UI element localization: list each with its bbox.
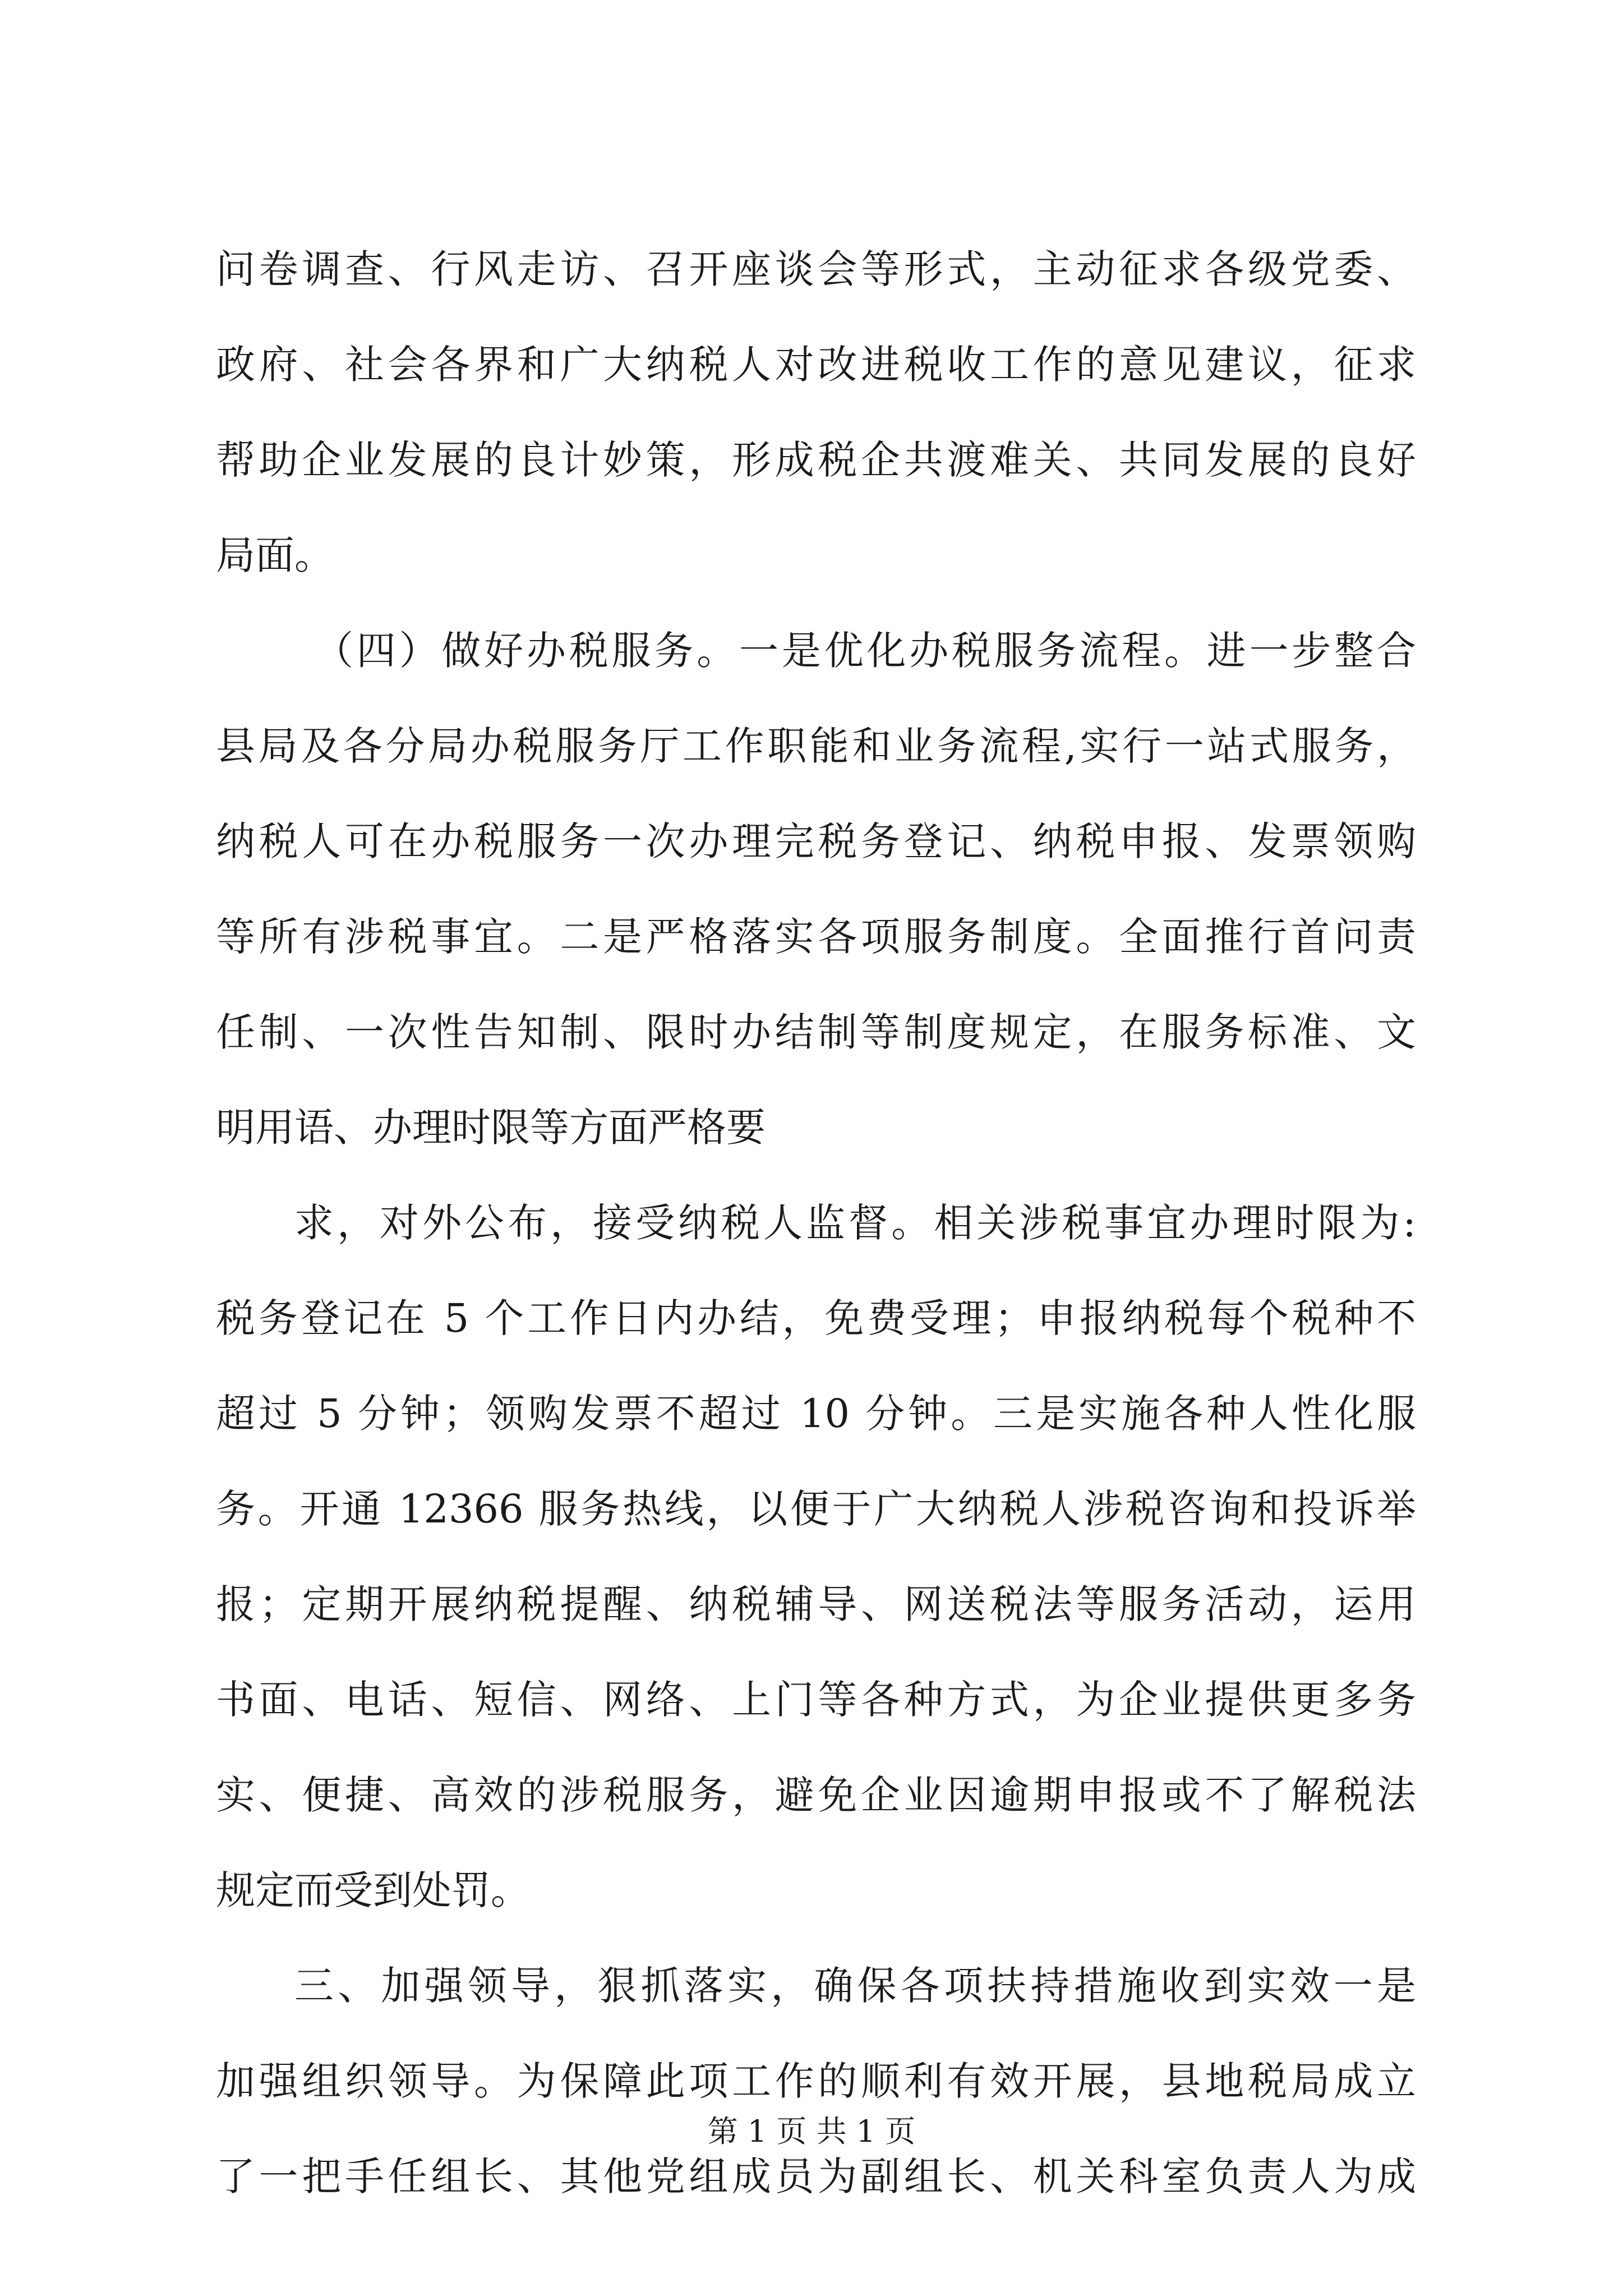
text-line: 实、便捷、高效的涉税服务，避免企业因逾期申报或不了解税法 <box>216 1772 1416 1818</box>
text-line: 明用语、办理时限等方面严格要 <box>216 1105 766 1151</box>
text-line: （四）做好办税服务。一是优化办税服务流程。进一步整合 <box>314 628 1416 674</box>
text-line: 书面、电话、短信、网络、上门等各种方式，为企业提供更多务 <box>216 1677 1416 1723</box>
page-footer: 第 1 页 共 1 页 <box>707 2114 916 2149</box>
text-line: 等所有涉税事宜。二是严格落实各项服务制度。全面推行首问责 <box>216 914 1416 960</box>
text-line: 任制、一次性告知制、限时办结制等制度规定，在服务标准、文 <box>216 1009 1416 1055</box>
text-line: 了一把手任组长、其他党组成员为副组长、机关科室负责人为成 <box>216 2154 1416 2200</box>
body-text <box>216 222 1416 2224</box>
text-line: 加强组织领导。为保障此项工作的顺利有效开展，县地税局成立 <box>216 2058 1416 2104</box>
text-line: 税务登记在 5 个工作日内办结，免费受理；申报纳税每个税种不 <box>216 1295 1416 1341</box>
text-line: 政府、社会各界和广大纳税人对改进税收工作的意见建议，征求 <box>216 342 1416 388</box>
text-line: 报；定期开展纳税提醒、纳税辅导、网送税法等服务活动，运用 <box>216 1581 1416 1627</box>
text-line: 超过 5 分钟；领购发票不超过 10 分钟。三是实施各种人性化服 <box>216 1391 1416 1437</box>
text-line: 三、加强领导，狠抓落实，确保各项扶持措施收到实效一是 <box>294 1963 1416 2009</box>
text-line: 问卷调查、行风走访、召开座谈会等形式，主动征求各级党委、 <box>216 246 1416 292</box>
text-line: 纳税人可在办税服务一次办理完税务登记、纳税申报、发票领购 <box>216 818 1416 864</box>
text-line: 求，对外公布，接受纳税人监督。相关涉税事宜办理时限为: <box>294 1200 1416 1246</box>
text-line: 规定而受到处罚。 <box>216 1867 530 1913</box>
text-line: 务。开通 12366 服务热线，以便于广大纳税人涉税咨询和投诉举 <box>216 1486 1416 1532</box>
text-line: 县局及各分局办税服务厅工作职能和业务流程,实行一站式服务， <box>216 723 1416 769</box>
text-line: 局面。 <box>216 532 334 578</box>
text-line: 帮助企业发展的良计妙策，形成税企共渡难关、共同发展的良好 <box>216 437 1416 483</box>
